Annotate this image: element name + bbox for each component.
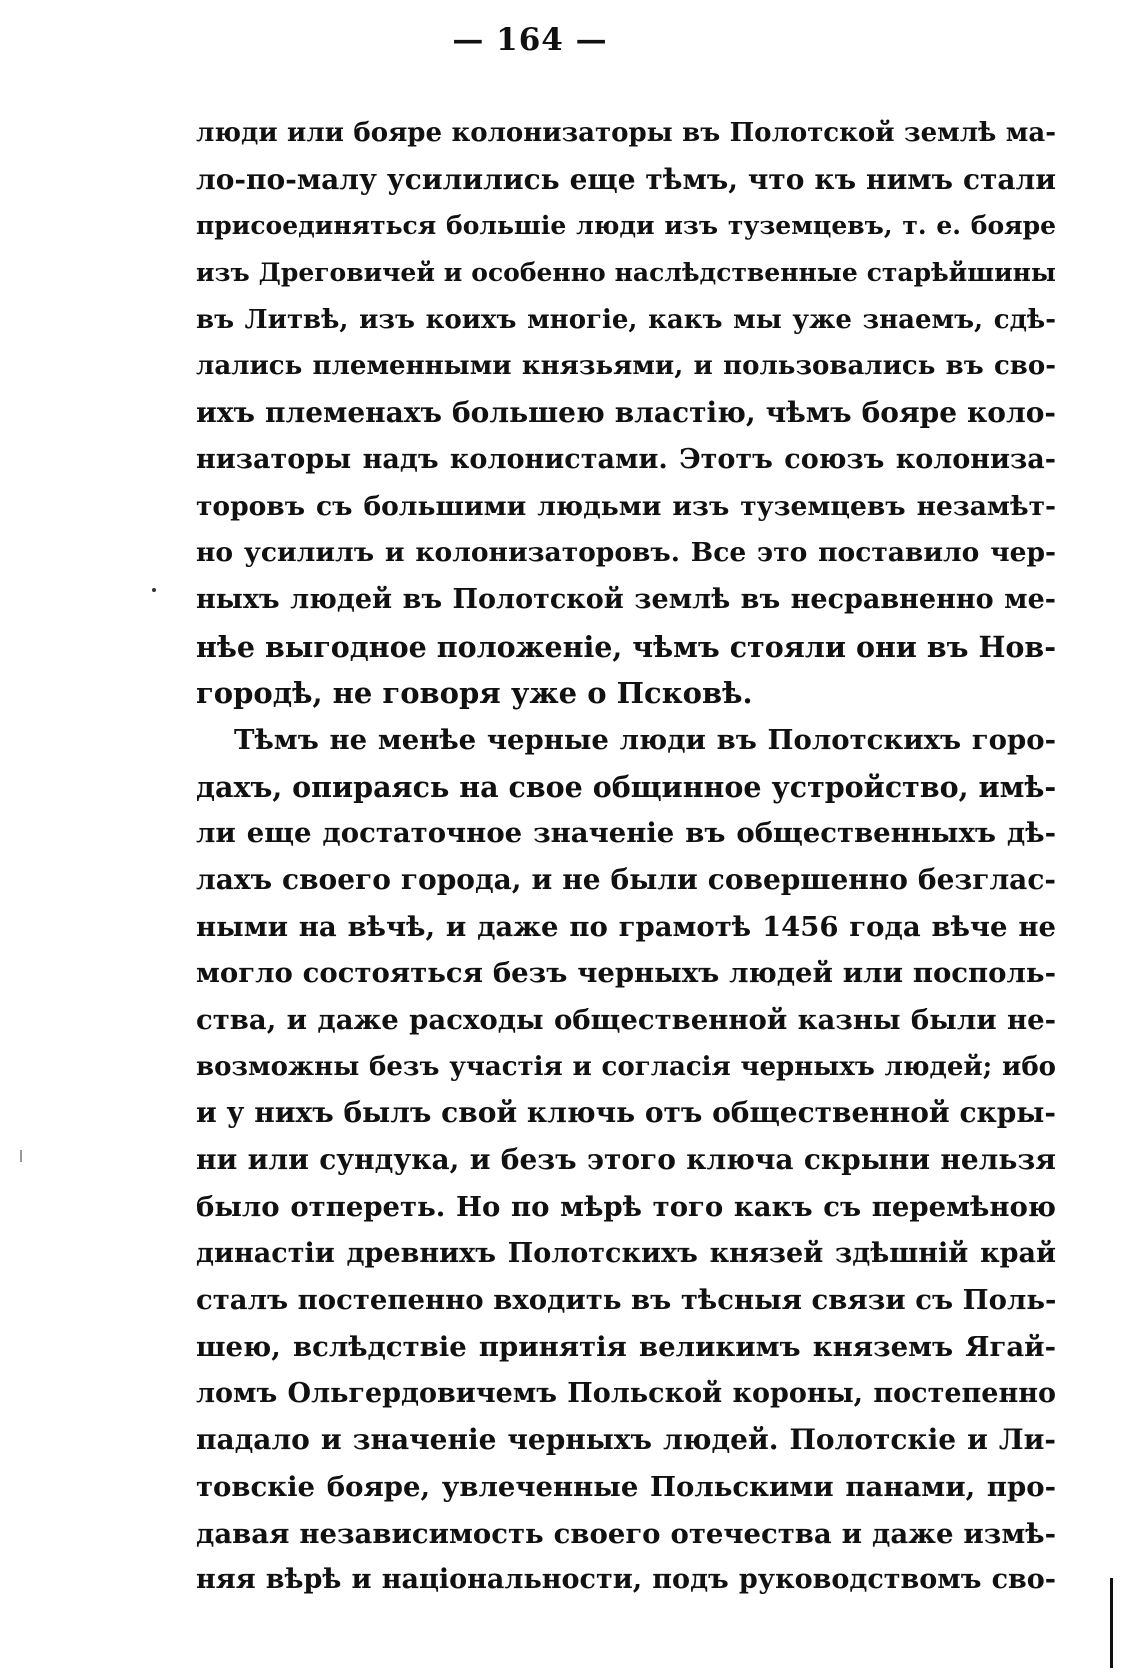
text-line: дахъ, опираясь на свое общинное устройство, имѣ-	[196, 769, 1057, 804]
text-line: въ Литвѣ, изъ коихъ многіе, какъ мы уже знаемъ, сдѣ-	[196, 304, 1056, 335]
text-line: ихъ племенахъ большею властію, чѣмъ бояре коло-	[196, 396, 1056, 430]
text-line: было отпереть. Но по мѣрѣ того какъ съ перемѣною	[196, 1190, 1056, 1223]
text-line: и у нихъ былъ свой ключь отъ общественной скры-	[196, 1096, 1056, 1130]
text-line: ло-по-малу усилились еще тѣмъ, что къ нимъ стали	[196, 162, 1056, 196]
text-line: нѣе выгодное положеніе, чѣмъ стояли они въ Нов-	[196, 629, 1057, 664]
page-number: — 164 —	[452, 22, 608, 58]
text-line: лахъ своего города, и не были совершенно безглас-	[196, 863, 1056, 896]
text-line: ломъ Ольгердовичемъ Польской короны, постепенно	[196, 1377, 1056, 1409]
paragraph-start-line: Тѣмъ не менѣе черные люди въ Полотскихъ горо-	[234, 723, 1056, 756]
text-line: но усилилъ и колонизаторовъ. Все это поставило чер-	[196, 537, 1056, 569]
text-line: ни или сундука, и безъ этого ключа скрыни нельзя	[196, 1143, 1056, 1177]
text-line: ныхъ людей въ Полотской землѣ въ несравненно ме-	[196, 583, 1056, 615]
text-line: присоединяться большіе люди изъ туземцевъ, т. е. бояре	[196, 211, 1056, 241]
text-line: шею, вслѣдствіе принятія великимъ княземъ Ягай-	[196, 1330, 1056, 1363]
margin-mark	[20, 1150, 22, 1162]
text-line: торовъ съ большими людьми изъ туземцевъ незамѣт-	[196, 490, 1056, 522]
text-line: товскіе бояре, увлеченные Польскими панами, про-	[196, 1470, 1056, 1503]
text-line: сталъ постепенно входить въ тѣсныя связи съ Поль-	[196, 1284, 1057, 1317]
text-line: давая независимость своего отечества и даже измѣ-	[196, 1517, 1056, 1550]
body-text	[196, 110, 1056, 1604]
text-line: няя вѣрѣ и національности, подъ руководствомъ сво-	[196, 1564, 1056, 1596]
text-line: династіи древнихъ Полотскихъ князей здѣшній край	[196, 1237, 1056, 1269]
text-line: падало и значеніе черныхъ людей. Полотскіе и Ли-	[196, 1423, 1056, 1457]
text-line: ства, и даже расходы общественной казны были не-	[196, 1004, 1056, 1037]
text-line: ными на вѣчѣ, и даже по грамотѣ 1456 года вѣче не	[196, 910, 1056, 943]
margin-dot	[152, 588, 156, 592]
paragraph-end-line: городѣ, не говоря уже о Псковѣ.	[196, 676, 753, 711]
page-edge-line	[1110, 1578, 1113, 1668]
text-line: ли еще достаточное значеніе въ общественныхъ дѣ-	[196, 817, 1056, 850]
text-line: низаторы надъ колонистами. Этотъ союзъ колониза-	[196, 443, 1056, 475]
text-line: возможны безъ участія и согласія черныхъ людей; ибо	[196, 1051, 1056, 1082]
text-line: изъ Дреговичей и особенно наслѣдственные старѣйшины	[196, 258, 1056, 288]
text-line: могло состояться безъ черныхъ людей или посполь-	[196, 957, 1056, 990]
text-line: люди или бояре колонизаторы въ Полотской землѣ ма-	[196, 118, 1056, 148]
text-line: лались племенными князьями, и пользовались въ сво-	[196, 351, 1056, 382]
